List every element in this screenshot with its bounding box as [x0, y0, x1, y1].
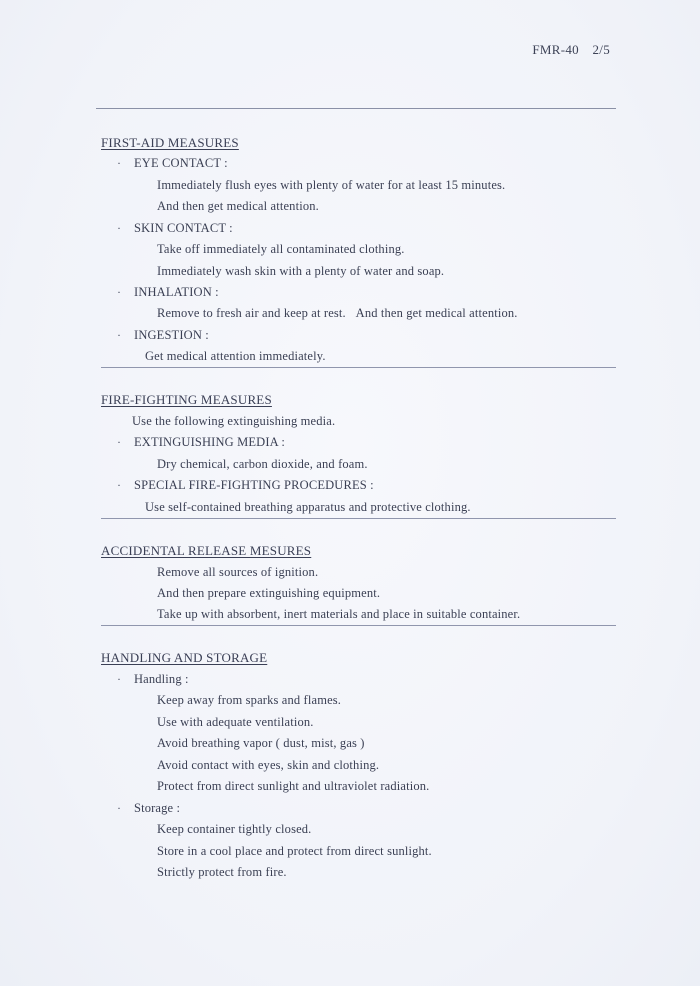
section-divider [101, 518, 616, 519]
skin-contact-line-1: Take off immediately all contaminated clothing. [157, 242, 405, 256]
storage-label: Storage : [134, 801, 181, 815]
section-divider [101, 625, 616, 626]
inhalation-label: INHALATION : [134, 285, 219, 299]
handling-line-3: Avoid breathing vapor ( dust, mist, gas ) [157, 736, 365, 750]
fire-fighting-intro: Use the following extinguishing media. [132, 414, 336, 428]
page-number: 2/5 [592, 42, 610, 57]
accidental-line-1: Remove all sources of ignition. [157, 565, 319, 579]
eye-contact-line-2: And then get medical attention. [157, 199, 319, 213]
bullet-icon: · [117, 801, 121, 815]
eye-contact-label: EYE CONTACT : [134, 156, 228, 170]
bullet-icon: · [117, 156, 121, 170]
handling-storage-title: HANDLING AND STORAGE [101, 650, 268, 665]
accidental-line-2: And then prepare extinguishing equipment. [157, 586, 381, 600]
handling-label: Handling : [134, 672, 189, 686]
bullet-icon: · [117, 672, 121, 686]
handling-line-5: Protect from direct sunlight and ultraviolet radiation. [157, 779, 430, 793]
skin-contact-label: SKIN CONTACT : [134, 221, 233, 235]
section-divider [101, 367, 616, 368]
ingestion-label: INGESTION : [134, 328, 209, 342]
bullet-icon: · [117, 328, 121, 342]
doc-code: FMR-40 [532, 42, 579, 57]
accidental-line-3: Take up with absorbent, inert materials and place in suitable container. [157, 607, 521, 621]
first-aid-title: FIRST-AID MEASURES [101, 135, 239, 150]
bullet-icon: · [117, 285, 121, 299]
header-divider [96, 108, 616, 109]
special-procedures-line-1: Use self-contained breathing apparatus and protective clothing. [145, 500, 471, 514]
storage-line-3: Strictly protect from fire. [157, 865, 287, 879]
handling-line-2: Use with adequate ventilation. [157, 715, 314, 729]
eye-contact-line-1: Immediately flush eyes with plenty of water for at least 15 minutes. [157, 178, 506, 192]
bullet-icon: · [117, 435, 121, 449]
extinguishing-media-label: EXTINGUISHING MEDIA : [134, 435, 286, 449]
accidental-release-title: ACCIDENTAL RELEASE MESURES [101, 543, 312, 558]
extinguishing-media-line-1: Dry chemical, carbon dioxide, and foam. [157, 457, 368, 471]
bullet-icon: · [117, 478, 121, 492]
page-header [532, 42, 610, 58]
storage-line-2: Store in a cool place and protect from direct sunlight. [157, 844, 432, 858]
skin-contact-line-2: Immediately wash skin with a plenty of water and soap. [157, 264, 445, 278]
ingestion-line-1: Get medical attention immediately. [145, 349, 326, 363]
handling-line-1: Keep away from sparks and flames. [157, 693, 342, 707]
special-procedures-label: SPECIAL FIRE-FIGHTING PROCEDURES : [134, 478, 374, 492]
inhalation-line-1: Remove to fresh air and keep at rest. And then get medical attention. [157, 306, 518, 320]
handling-line-4: Avoid contact with eyes, skin and clothing. [157, 758, 380, 772]
bullet-icon: · [117, 221, 121, 235]
storage-line-1: Keep container tightly closed. [157, 822, 312, 836]
fire-fighting-title: FIRE-FIGHTING MEASURES [101, 392, 272, 407]
